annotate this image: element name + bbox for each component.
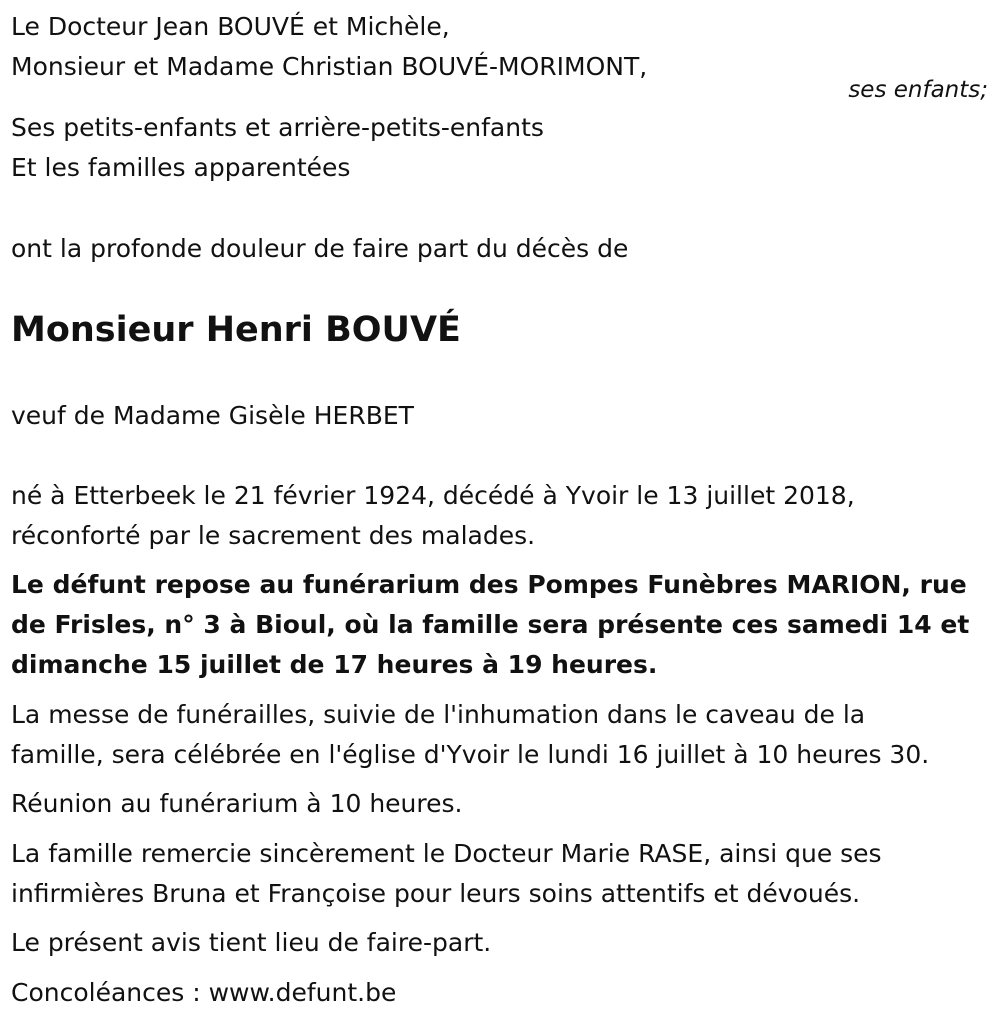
children-role-label: ses enfants; [848, 77, 988, 103]
thanks-line-2: infirmières Bruna et Françoise pour leurs soins attentifs et dévoués. [11, 879, 861, 908]
meeting-text: Réunion au funérarium à 10 heures. [11, 789, 463, 818]
funeral-line-2: famille, sera célébrée en l'église d'Yvoir le lundi 16 juillet à 10 heures 30. [11, 740, 930, 769]
viewing-line-2: de Frisles, n° 3 à Bioul, où la famille sera présente ces samedi 14 et [11, 610, 970, 639]
deceased-name: Monsieur Henri BOUVÉ [11, 310, 461, 350]
birth-death-line-2: réconforté par le sacrement des malades. [11, 521, 536, 550]
funeral-line-1: La messe de funérailles, suivie de l'inhumation dans le caveau de la [11, 700, 866, 729]
announcer-line-4: Et les familles apparentées [11, 153, 351, 182]
birth-death-line-1: né à Etterbeek le 21 février 1924, décédé à Yvoir le 13 juillet 2018, [11, 481, 855, 510]
viewing-line-1: Le défunt repose au funérarium des Pompes Funèbres MARION, rue [11, 570, 967, 599]
announcement-text: ont la profonde douleur de faire part du décès de [11, 234, 629, 263]
widowed-text: veuf de Madame Gisèle HERBET [11, 401, 414, 430]
announcer-line-2: Monsieur et Madame Christian BOUVÉ-MORIMONT, [11, 52, 648, 81]
thanks-line-1: La famille remercie sincèrement le Docteur Marie RASE, ainsi que ses [11, 839, 882, 868]
announcer-line-1: Le Docteur Jean BOUVÉ et Michèle, [11, 12, 450, 41]
announcer-line-3: Ses petits-enfants et arrière-petits-enfants [11, 113, 544, 142]
condolences-link[interactable]: Concoléances : www.defunt.be [11, 978, 397, 1007]
notice-text: Le présent avis tient lieu de faire-part. [11, 928, 492, 957]
viewing-line-3: dimanche 15 juillet de 17 heures à 19 heures. [11, 650, 658, 679]
